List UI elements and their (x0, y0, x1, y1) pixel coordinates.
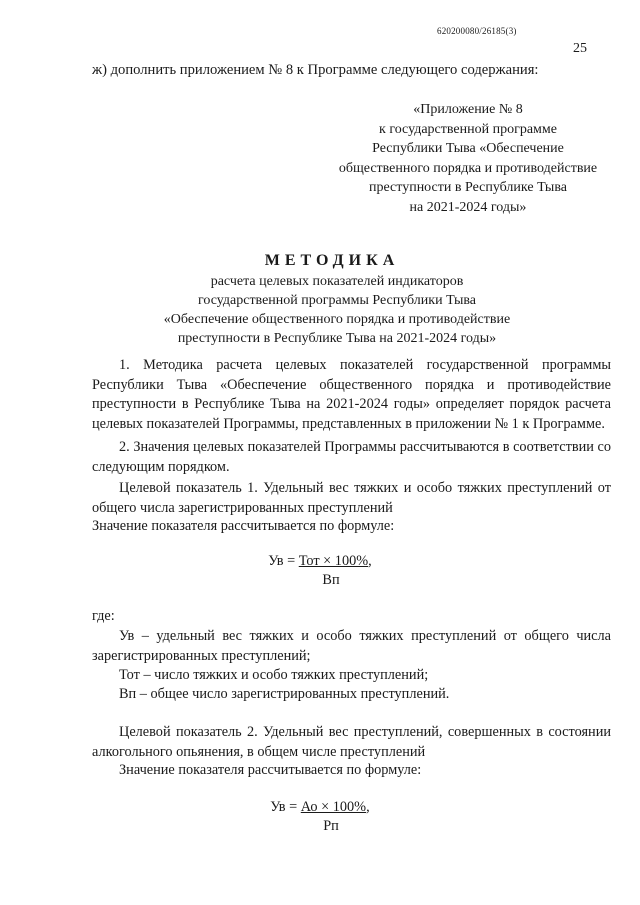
annex-line: Республики Тыва «Обеспечение (372, 141, 564, 156)
formula-intro-1: Значение показателя рассчитывается по формуле: (92, 518, 395, 534)
where-label: где: (92, 608, 115, 624)
subtitle-line: расчета целевых показателей индикаторов (210, 274, 464, 289)
formula-comma: , (368, 553, 372, 569)
indicator-2: Целевой показатель 2. Удельный вес преступлений, совершенных в состоянии алкогольного опьянения, в общем числе преступлений (92, 724, 611, 760)
document-code: 620200080/26185(3) (437, 26, 517, 36)
formula-1-denominator: Вп (322, 572, 340, 588)
definition-1: Ув – удельный вес тяжких и особо тяжких преступлений от общего числа зарегистрированных преступлений; (92, 628, 611, 664)
formula-intro-2: Значение показателя рассчитывается по формуле: (119, 762, 422, 778)
formula-numerator: Тот × 100% (298, 553, 369, 569)
paragraph-2: 2. Значения целевых показателей Программы рассчитываются в соответствии со следующим порядком. (92, 439, 611, 475)
methodology-subtitle (92, 272, 582, 348)
page-number: 25 (573, 41, 587, 56)
annex-line: общественного порядка и противодействие (338, 160, 598, 176)
annex-line: преступности в Республике Тыва (369, 180, 567, 195)
annex-line: к государственной программе (379, 121, 557, 137)
formula-numerator: Ао × 100% (300, 799, 367, 815)
definition-2: Тот – число тяжких и особо тяжких преступлений; (119, 667, 429, 683)
subtitle-line: преступности в Республике Тыва на 2021-2024 годы» (177, 331, 497, 346)
intro-line: ж) дополнить приложением № 8 к Программе следующего содержания: (92, 62, 539, 78)
annex-block (318, 100, 618, 217)
indicator-1: Целевой показатель 1. Удельный вес тяжких и особо тяжких преступлений от общего числа зарегистрированных преступлений (92, 480, 611, 516)
formula-1 (0, 553, 640, 570)
definition-3: Вп – общее число зарегистрированных преступлений. (119, 686, 450, 702)
annex-line: на 2021-2024 годы» (409, 199, 527, 215)
methodology-title: МЕТОДИКА (264, 252, 400, 269)
subtitle-line: «Обеспечение общественного порядка и противодействие (163, 312, 511, 327)
formula-lhs: Ув = (268, 553, 299, 569)
formula-comma: , (366, 799, 370, 815)
formula-2 (0, 799, 640, 816)
formula-lhs: Ув = (270, 799, 301, 815)
formula-2-denominator: Рп (323, 818, 339, 834)
paragraph-1: 1. Методика расчета целевых показателей государственной программы Республики Тыва «Обеспечение общественного порядка и противодействие преступности в Республике Тыва на 2021-2024 годы» определяет порядок расчета целевых показателей Программы, представленных в приложении № 1 к Программе. (92, 357, 611, 432)
annex-line: «Приложение № 8 (413, 102, 523, 117)
subtitle-line: государственной программы Республики Тыва (198, 293, 476, 308)
